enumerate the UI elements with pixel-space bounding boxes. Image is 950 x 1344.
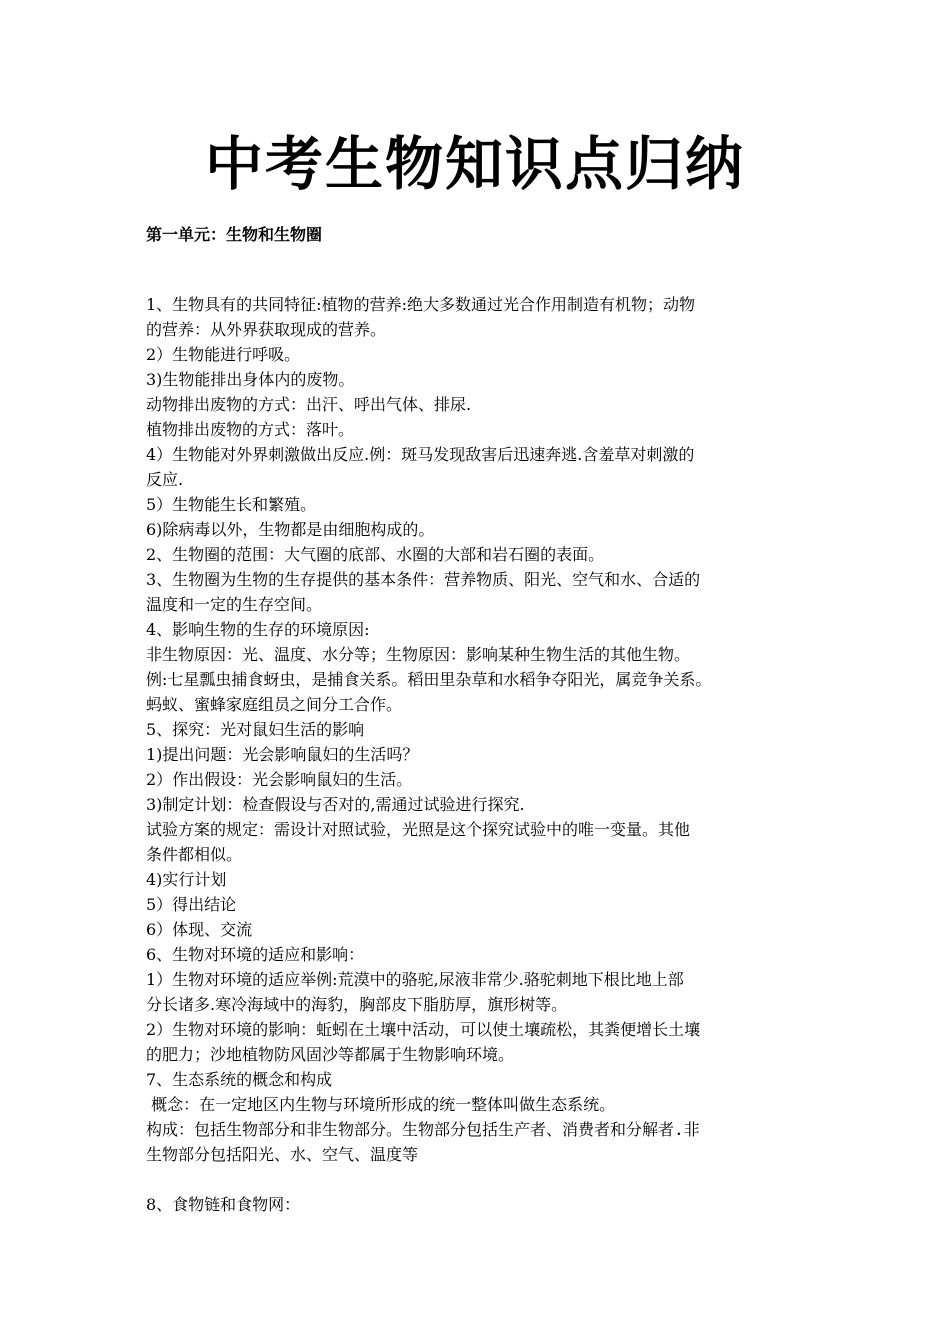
body-line: 条件都相似。: [146, 845, 243, 864]
body-line: 4）生物能对外界刺激做出反应.例：斑马发现敌害后迅速奔逃.含羞草对刺激的: [146, 445, 695, 464]
document-title: 中考生物知识点归纳: [204, 130, 745, 198]
body-line: 2）作出假设：光会影响鼠妇的生活。: [146, 770, 413, 789]
body-line: 3)生物能排出身体内的废物。: [146, 370, 355, 389]
body-line: 1）生物对环境的适应举例:荒漠中的骆驼,尿液非常少.骆驼刺地下根比地上部: [146, 970, 684, 989]
body-line: 1)提出问题：光会影响鼠妇的生活吗？: [146, 745, 419, 764]
body-line: 2、生物圈的范围：大气圈的底部、水圈的大部和岩石圈的表面。: [146, 545, 605, 564]
body-line: 试验方案的规定：需设计对照试验，光照是这个探究试验中的唯一变量。其他: [146, 820, 691, 839]
body-line: 非生物原因：光、温度、水分等；生物原因：影响某种生物生活的其他生物。: [146, 645, 691, 664]
body-line: 蚂蚁、蜜蜂家庭组员之间分工合作。: [146, 695, 403, 714]
body-line: 6、生物对环境的适应和影响：: [146, 945, 365, 964]
body-line: 3)制定计划：检查假设与否对的,需通过试验进行探究.: [146, 795, 525, 814]
body-line: 概念：在一定地区内生物与环境所形成的统一整体叫做生态系统。: [146, 1095, 616, 1114]
body-line: 8、食物链和食物网：: [146, 1195, 301, 1214]
body-line: 生物部分包括阳光、水、空气、温度等: [146, 1145, 419, 1164]
body-line: 4、影响生物的生存的环境原因:: [146, 620, 370, 639]
body-line: 2）生物对环境的影响：蚯蚓在土壤中活动，可以使土壤疏松，其粪便增长土壤: [146, 1020, 701, 1039]
unit-heading: 第一单元：生物和生物圈: [146, 225, 323, 244]
body-line: 例:七星瓢虫捕食蚜虫，是捕食关系。稻田里杂草和水稻争夺阳光，属竞争关系。: [146, 670, 712, 689]
body-line: 5）生物能生长和繁殖。: [146, 495, 317, 514]
body-line: 反应.: [146, 470, 184, 489]
document-body: [146, 292, 810, 1217]
body-line: 6)除病毒以外，生物都是由细胞构成的。: [146, 520, 435, 539]
body-line: 6）体现、交流: [146, 920, 253, 939]
body-line: [146, 1167, 810, 1192]
body-line: 动物排出废物的方式：出汗、呼出气体、排尿.: [146, 395, 472, 414]
body-line: 1、生物具有的共同特征:植物的营养:绝大多数通过光合作用制造有机物；动物: [146, 295, 695, 314]
body-line: 3、生物圈为生物的生存提供的基本条件：营养物质、阳光、空气和水、合适的: [146, 570, 701, 589]
body-line: 构成：包括生物部分和非生物部分。生物部分包括生产者、消费者和分解者.非: [146, 1120, 700, 1139]
body-line: 温度和一定的生存空间。: [146, 595, 323, 614]
body-line: 的营养：从外界获取现成的营养。: [146, 320, 387, 339]
body-line: 5）得出结论: [146, 895, 237, 914]
body-line: 7、生态系统的概念和构成: [146, 1070, 333, 1089]
body-line: 4)实行计划: [146, 870, 227, 889]
body-line: 2）生物能进行呼吸。: [146, 345, 301, 364]
body-line: 的肥力；沙地植物防风固沙等都属于生物影响环境。: [146, 1045, 515, 1064]
body-line: 分长诸多.寒冷海域中的海豹，胸部皮下脂肪厚，旗形树等。: [146, 995, 568, 1014]
body-line: 植物排出废物的方式：落叶。: [146, 420, 355, 439]
body-line: 5、探究：光对鼠妇生活的影响: [146, 720, 365, 739]
